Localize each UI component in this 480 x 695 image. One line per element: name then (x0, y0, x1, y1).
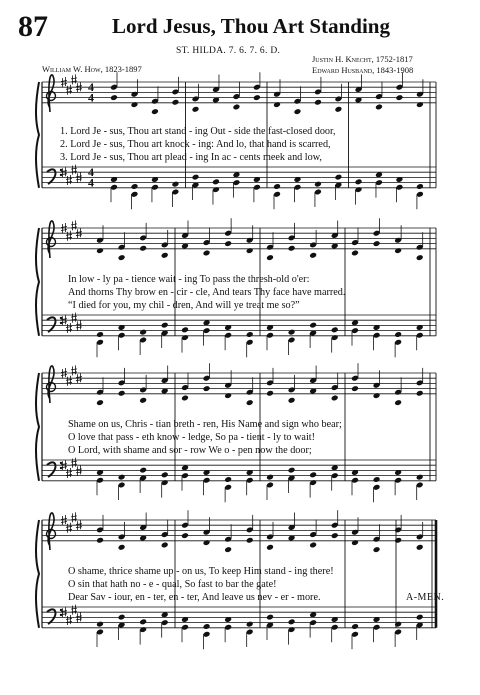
note-head (192, 106, 200, 113)
note-head (266, 390, 274, 397)
note-head (246, 621, 254, 628)
note-head (309, 322, 317, 329)
note-head (351, 539, 359, 546)
note-head (203, 539, 211, 546)
note-head (246, 537, 254, 544)
note-head (273, 183, 281, 190)
sharp-icon (71, 74, 77, 84)
note-head (334, 106, 342, 113)
sharp-icon (66, 468, 72, 478)
note-head (288, 618, 296, 625)
note-head (181, 395, 189, 402)
note-head (151, 108, 159, 115)
sharp-icon (66, 231, 72, 241)
note-head (161, 542, 169, 549)
note-head (96, 537, 104, 544)
note-head (118, 544, 126, 551)
treble-clef-icon (48, 75, 54, 112)
system-brace (36, 82, 39, 188)
lyric-line: “I died for you, my chil - dren, And will ye treat me so?” (68, 300, 300, 311)
note-head (394, 331, 402, 338)
bass-clef-icon (60, 462, 62, 464)
music-credit-line: Justin H. Knecht, 1752-1817 (312, 54, 413, 64)
sharp-icon (66, 85, 72, 95)
note-head (288, 397, 296, 404)
note-head (131, 101, 139, 108)
sharp-icon (71, 512, 77, 522)
sharp-icon (66, 175, 72, 185)
note-head (288, 329, 296, 336)
note-head (396, 94, 404, 101)
bass-clef-icon (60, 169, 62, 171)
note-head (331, 532, 339, 539)
note-head (266, 254, 274, 261)
note-head (224, 546, 232, 553)
lyric-line: Shame on us, Chris - tian breth - ren, His Name and sign who bear; (68, 419, 342, 430)
lyric-line: O sin that hath no - e - qual, So fast to bar the gate! (68, 579, 277, 590)
note-head (212, 178, 220, 185)
system-brace (36, 520, 39, 628)
note-head (351, 385, 359, 392)
note-head (331, 395, 339, 402)
note-head (139, 397, 147, 404)
sharp-icon (66, 615, 72, 625)
lyric-line: Dear Sav - iour, en - ter, en - ter, And leave us nev - er - more. (68, 592, 321, 603)
note-head (181, 532, 189, 539)
note-head (118, 614, 126, 621)
note-head (266, 544, 274, 551)
note-head (273, 101, 281, 108)
bass-clef-icon (60, 609, 62, 611)
amen-label: A-MEN. (406, 592, 445, 603)
note-head (294, 108, 302, 115)
note-head (181, 326, 189, 333)
sharp-icon (66, 323, 72, 333)
lyric-line: 2. Lord Je - sus, Thou art knock - ing: And lo, that hand is scarred, (60, 139, 331, 150)
note-head (203, 385, 211, 392)
note-head (96, 247, 104, 254)
sharp-icon (66, 376, 72, 386)
note-head (355, 178, 363, 185)
note-head (161, 471, 169, 478)
bass-clef-icon (60, 317, 62, 319)
note-head (416, 390, 424, 397)
note-head (394, 399, 402, 406)
treble-clef-icon (48, 513, 54, 550)
note-head (171, 181, 179, 188)
note-head (253, 94, 261, 101)
note-head (309, 542, 317, 549)
tune-name: ST. HILDA. 7. 6. 7. 6. D. (176, 46, 281, 56)
lyric-line: O shame, thrice shame up - on us, To keep Him stand - ing there! (68, 566, 334, 577)
note-head (192, 174, 200, 181)
hymn-number: 87 (18, 10, 48, 43)
time-signature-digit: 4 (88, 80, 94, 94)
sharp-icon (71, 313, 77, 323)
note-head (288, 467, 296, 474)
note-head (139, 245, 147, 252)
note-head (373, 240, 381, 247)
lyric-line: 1. Lord Je - sus, Thou art stand - ing Out - side the fast-closed door, (60, 126, 336, 137)
sharp-icon (66, 523, 72, 533)
note-head (375, 104, 383, 111)
sharp-icon (71, 220, 77, 230)
note-head (224, 392, 232, 399)
note-head (96, 399, 104, 406)
note-head (246, 399, 254, 406)
note-head (373, 392, 381, 399)
bass-clef-icon (47, 317, 55, 332)
treble-clef-icon (48, 366, 54, 403)
note-head (246, 331, 254, 338)
note-head (373, 476, 381, 483)
lyric-line: O Lord, with shame and sor - row We o - pen now the door; (68, 445, 312, 456)
note-head (373, 546, 381, 553)
lyric-line: And thorns Thy brow en - cir - cle, And tears Thy face have marred. (68, 287, 346, 298)
sharp-icon (71, 365, 77, 375)
note-head (394, 537, 402, 544)
hymn-title: Lord Jesus, Thou Art Standing (112, 14, 390, 38)
note-head (203, 623, 211, 630)
note-head (233, 104, 241, 111)
note-head (171, 99, 179, 106)
time-signature-digit: 4 (88, 175, 94, 190)
note-head (314, 99, 322, 106)
note-head (416, 474, 424, 481)
note-head (416, 254, 424, 261)
system-brace (36, 228, 39, 336)
note-head (203, 250, 211, 257)
time-signature-digit: 4 (88, 165, 94, 179)
bass-clef-icon (47, 609, 55, 624)
sharp-icon (71, 605, 77, 615)
note-head (309, 252, 317, 259)
note-head (309, 471, 317, 478)
note-head (118, 390, 126, 397)
lyric-line: O love that pass - eth know - ledge, So pa - tient - ly to wait! (68, 432, 315, 443)
bass-clef-icon (47, 169, 55, 184)
note-head (314, 181, 322, 188)
note-head (394, 247, 402, 254)
note-head (416, 101, 424, 108)
note-head (224, 240, 232, 247)
note-head (139, 618, 147, 625)
words-credit: William W. How, 1823-1897 (42, 64, 142, 74)
note-head (266, 474, 274, 481)
time-signature-digit: 4 (88, 90, 94, 105)
bass-clef-icon (47, 462, 55, 477)
lyric-line: 3. Lord Je - sus, Thou art plead - ing In ac - cents meek and low, (60, 152, 322, 163)
note-head (118, 474, 126, 481)
note-head (351, 250, 359, 257)
note-head (131, 183, 139, 190)
note-head (139, 467, 147, 474)
note-head (351, 623, 359, 630)
sharp-icon (71, 165, 77, 175)
note-head (331, 326, 339, 333)
note-head (334, 174, 342, 181)
note-head (416, 183, 424, 190)
note-head (96, 331, 104, 338)
note-head (416, 544, 424, 551)
note-head (110, 94, 118, 101)
note-head (266, 614, 274, 621)
treble-clef-icon (48, 221, 54, 258)
note-head (161, 322, 169, 329)
system-brace (36, 373, 39, 481)
note-head (288, 245, 296, 252)
lyric-line: In low - ly pa - tience wait - ing To pass the thresh-old o'er: (68, 274, 310, 285)
music-credit-line: Edward Husband, 1843-1908 (312, 65, 414, 75)
note-head (139, 329, 147, 336)
note-head (224, 476, 232, 483)
note-head (118, 254, 126, 261)
note-head (96, 621, 104, 628)
note-head (246, 247, 254, 254)
note-head (416, 614, 424, 621)
sharp-icon (71, 458, 77, 468)
note-head (161, 252, 169, 259)
note-head (394, 621, 402, 628)
